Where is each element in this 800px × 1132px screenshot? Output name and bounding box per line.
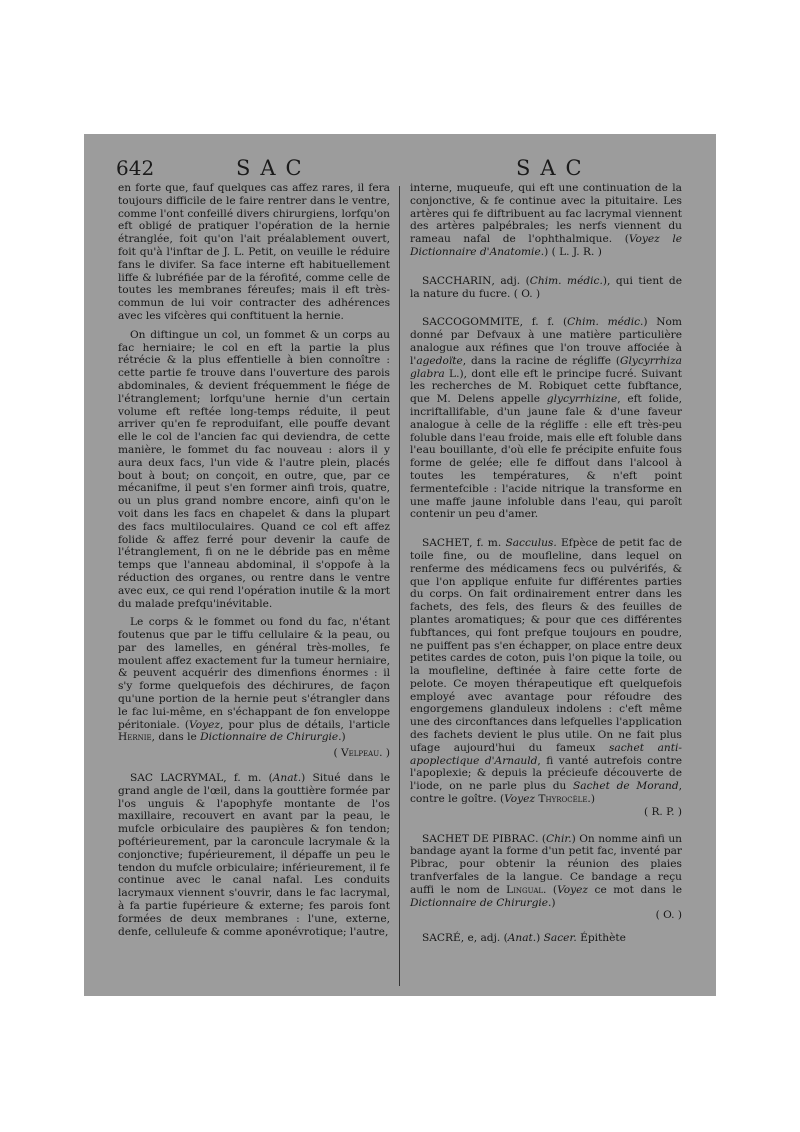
entry-headword: SAC LACRYMAL	[130, 772, 224, 785]
entry-headword: SACCHARIN	[422, 274, 492, 287]
signature: ( R. P. )	[643, 805, 682, 818]
entry-headword: SACHET DE PIBRAC	[422, 832, 536, 845]
entry-sacre: SACRÉ, e, adj. (Anat.) Sacer. Épithète	[422, 932, 626, 945]
page-number: 642	[116, 156, 155, 180]
signature: ( O. )	[655, 909, 682, 922]
entry-sachet: SACHET, f. m. Sacculus. Efpèce de petit fac de toile fine, ou de moufleline, dans lequel on renferme des médicamens fecs ou pulvérifés, & que l'on applique enfuite fur différentes parties du corps. On fait ordinairement entrer dans les fachets, des fels, des fleurs & des feuilles de plantes aromatiques; & pour que ces différentes fubftances, qui font prefque toujours en poudre, ne puiffent pas s'en échapper, on place entre deux petites cardes de coton, puis l'on pique la toile, ou la moufleline, deftinée à faire cette forte de pelote. Ce moyen thérapeutique eft quelquefois employé avec avantage pour réfoudre des engorgemens glanduleux indolens : c'eft même une des circonftances dans lefquelles l'application des fachets devient le plus utile. On ne fait plus ufage aujourd'hui du fameux sachet anti-apoplectique d'Arnauld, fi vanté autrefois contre l'apoplexie; & depuis la précieufe découverte de l'iode, on ne parle plus du Sachet de Morand, contre le goître. (Voyez Thyrocèle.)	[410, 537, 682, 806]
paragraph: interne, muqueufe, qui eft une continuation de la conjonctive, & fe continue avec la pituitaire. Les artères qui fe diftribuent au fac lacrymal viennent des artères palpébrales; les nerfs viennent du rameau nafal de l'ophthalmique. (Voyez le Dictionnaire d'Anatomie.) ( L. J. R. )	[410, 182, 682, 258]
scanned-page	[84, 134, 716, 996]
running-head-left: SAC	[236, 156, 312, 180]
column-divider	[399, 186, 400, 986]
paragraph: en forte que, fauf quelques cas affez rares, il fera toujours difficile de le faire rentrer dans le ventre, comme l'ont confeillé divers chirurgiens, lorfqu'on eft obligé de pratiquer l'opération de la hernie étranglée, foit qu'on l'ait préalablement ouvert, foit qu'à l'inftar de J. L. Petit, on veuille le réduire fans le divifer. Sa face interne eft habituellement liffe & lubréfiée par de la férofité, comme celle de toutes les membranes féreufes; mais il eft très-commun de lui voir contracter des adhérences avec les vifcères qui conftituent la hernie.	[118, 182, 390, 322]
entry-sachet-de-pibrac: SACHET DE PIBRAC. (Chir.) On nomme ainfi un bandage ayant la forme d'un petit fac, inventé par Pibrac, pour obtenir la réunion des plaies tranfverfales de la langue. Ce bandage a reçu auffi le nom de Lingual. (Voyez ce mot dans le Dictionnaire de Chirurgie.)	[410, 832, 682, 909]
right-column	[410, 182, 682, 945]
entry-headword: SACCOGOMMITE	[422, 316, 520, 329]
entry-sac-lacrymal: SAC LACRYMAL, f. m. (Anat.) Situé dans le grand angle de l'œil, dans la gouttière formée par l'os unguis & l'apophyfe montante de l'os maxillaire, recouvert en avant par la peau, le mufcle orbiculaire des paupières & fon tendon; poftérieurement, par la caroncule lacrymale & la conjonctive; fupérieurement, il dépaffe un peu le tendon du mufcle orbiculaire; inférieurement, il fe continue avec le canal nafal. Les conduits lacrymaux viennent s'ouvrir, dans le fac lacrymal, à fa partie fupérieure & externe; fes parois font formées de deux membranes : l'une, externe, denfe, celluleufe & comme aponévrotique; l'autre,	[118, 772, 390, 938]
paragraph: Le corps & le fommet ou fond du fac, n'étant foutenus que par le tiffu cellulaire & la peau, ou par des lamelles, en général très-molles, fe moulent affez exactement fur la tumeur herniaire, & peuvent acquérir des dimenfions énormes : il s'y forme quelquefois des déchirures, de façon qu'une portion de la hernie peut s'étrangler dans le fac lui-même, en s'échappant de fon enveloppe péritoniale. (Voyez, pour plus de détails, l'article Hernie, dans le Dictionnaire de Chirurgie.)	[118, 616, 390, 744]
entry-headword: SACHET	[422, 537, 470, 550]
entry-saccogommite: SACCOGOMMITE, f. f. (Chim. médic.) Nom donné par Defvaux à une matière particulière analogue aux réfines que l'on trouve affociée à l'agedoïte, dans la racine de régliffe (Glycyrrhiza glabra L.), dont elle eft le principe fucré. Suivant les recherches de M. Robiquet cette fubftance, que M. Delens appelle glycyrrhizine, eft folide, incriftallifable, d'un jaune fale & d'une faveur analogue à celle de la régliffe : elle eft très-peu foluble dans l'eau froide, mais elle eft foluble dans l'eau bouillante, d'où elle fe précipite enfuite fous forme de gelée; elle fe diffout dans l'alcool à toutes les températures, & n'eft point fermentefcible : l'acide nitrique la transforme en une maffe jaune infoluble dans l'eau, qui paroît contenir un peu d'amer.	[410, 316, 682, 521]
signature: ( Velpeau. )	[333, 747, 390, 760]
running-head-right: SAC	[516, 156, 592, 180]
left-column	[118, 182, 390, 938]
paragraph: On diftingue un col, un fommet & un corps au fac herniaire; le col en eft la partie la plus rétrécie & la plus effentielle à bien connoître : cette partie fe trouve dans l'ouverture des parois abdominales, & devient fréquemment le fiége de l'étranglement; lorfqu'une hernie d'un certain volume eft reftée long-temps réduite, il peut arriver qu'en fe reproduifant, elle pouffe devant elle le col de l'ancien fac qui deviendra, de cette manière, le fommet du fac nouveau : alors il y aura deux facs, l'un vide & l'autre plein, placés bout à bout; on conçoit, en outre, que, par ce mécanifme, il peut s'en former ainfi trois, quatre, ou un plus grand nombre encore, ainfi qu'on le voit dans les facs en chapelet & dans la plupart des facs multiloculaires. Quand ce col eft affez folide & affez ferré pour devenir la caufe de l'étranglement, fi on ne le débride pas en même temps que l'anneau abdominal, il s'oppofe à la réduction des organes, ou rentre dans le ventre avec eux, ce qui rend l'opération inutile & la mort du malade prefqu'inévitable.	[118, 328, 390, 610]
entry-headword: SACRÉ	[422, 932, 461, 945]
entry-saccharin: SACCHARIN, adj. (Chim. médic.), qui tient de la nature du fucre. ( O. )	[410, 274, 682, 300]
